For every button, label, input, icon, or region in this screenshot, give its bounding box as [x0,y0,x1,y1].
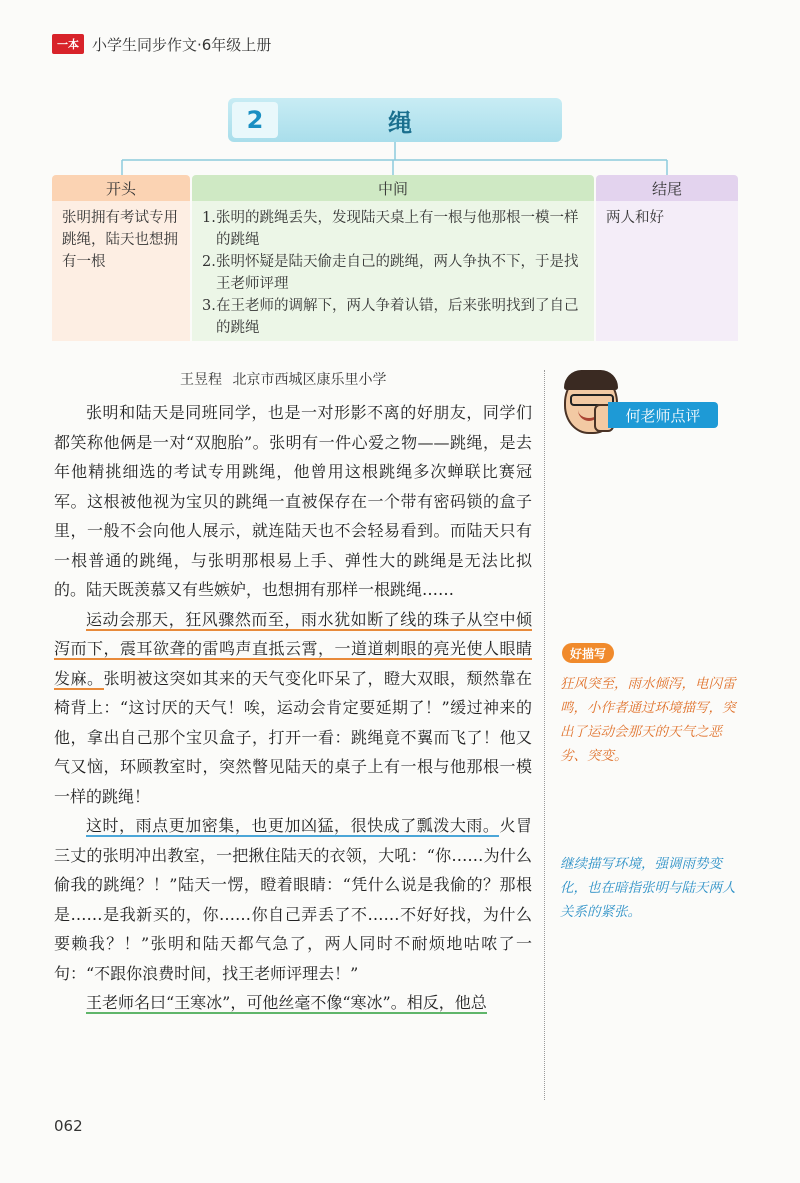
column-divider [544,370,545,1100]
essay-paragraph [54,988,532,1018]
lesson-title: 绳 [388,107,412,137]
lesson-title-banner [228,98,562,142]
outline-item: 2. 张明怀疑是陆天偷走自己的跳绳，两人争执不下，于是找王老师评理 [202,254,579,292]
outline-heading-ending: 结尾 [596,175,738,201]
essay-body [54,398,532,1018]
outline-heading-opening: 开头 [52,175,190,201]
outline-body-ending: 两人和好 [596,201,738,341]
page-number: 062 [54,1117,83,1135]
margin-note-blue: 继续描写环境，强调雨势变化，也在暗指张明与陆天两人关系的紧张。 [560,856,736,920]
author-line [180,369,386,389]
teacher-comment-header [560,372,740,436]
highlight-blue: 这时，雨点更加密集，也更加凶猛，很快成了瓢泼大雨。 [86,816,500,835]
lesson-number: 2 [232,102,278,138]
margin-note-orange: 狂风突至，雨水倾泻，电闪雷鸣，小作者通过环境描写，突出了运动会那天的天气之恶劣、突变。 [560,676,736,764]
essay-paragraph: 运动会那天，狂风骤然而至，雨水犹如断了线的珠子从空中倾泻而下，震耳欲聋的雷鸣声直抵云霄，一道道刺眼的亮光使人眼睛发麻。张明被这突如其来的天气变化吓呆了，瞪大双眼，颓然靠在椅背上：“这讨厌的天气！唉，运动会肯定要延期了！”缓过神来的他，拿出自己那个宝贝盒子，打开一看：跳绳竟不翼而飞了！他又气又恼，环顾教室时，突然瞥见陆天的桌子上有一根与他那根一模一样的跳绳！ [54,609,532,806]
outline-item: 3. 在王老师的调解下，两人争着认错，后来张明找到了自己的跳绳 [202,298,579,336]
outline-heading-middle: 中间 [192,175,594,201]
book-title: 小学生同步作文·6年级上册 [92,35,272,54]
author-name: 王昱程 [180,372,222,388]
teacher-label: 何老师点评 [608,402,718,428]
good-description-tag: 好描写 [562,643,614,663]
brand-logo: 一本 [52,34,84,54]
author-school: 北京市西城区康乐里小学 [232,372,387,388]
outline-body-middle [192,201,594,341]
essay-paragraph: 张明和陆天是同班同学，也是一对形影不离的好朋友，同学们都笑称他俩是一对“双胞胎”。张明有一件心爱之物——跳绳，是去年他精挑细选的考试专用跳绳，他曾用这根跳绳多次蝉联比赛冠军。这根被他视为宝贝的跳绳一直被保存在一个带有密码锁的盒子里，一般不会向他人展示，就连陆天也不会轻易看到。而陆天只有一根普通的跳绳，与张明那根易上手、弹性大的跳绳是无法比拟的。陆天既羡慕又有些嫉妒，也想拥有那样一根跳绳…… [54,403,532,599]
outline-item: 1. 张明的跳绳丢失，发现陆天桌上有一根与他那根一模一样的跳绳 [202,210,579,248]
outline-body-opening: 张明拥有考试专用跳绳，陆天也想拥有一根 [52,201,190,341]
highlight-green: 王老师名曰“王寒冰”，可他丝毫不像“寒冰”。相反，他总 [86,993,487,1012]
essay-paragraph: 这时，雨点更加密集，也更加凶猛，很快成了瓢泼大雨。火冒三丈的张明冲出教室，一把揪住陆天的衣领，大吼：“你……为什么偷我的跳绳？！”陆天一愣，瞪着眼睛：“凭什么说是我偷的？那根是……是我新买的，你……你自己弄丢了不……不好好找，为什么要赖我？！”张明和陆天都气急了，两人同时不耐烦地咕哝了一句：“不跟你浪费时间，找王老师评理去！” [54,816,532,983]
highlight-orange: 运动会那天，狂风骤然而至，雨水犹如断了线的珠子从空中倾泻而下，震耳欲聋的雷鸣声直抵云霄，一道道刺眼的亮光使人眼睛发麻。 [54,609,532,688]
